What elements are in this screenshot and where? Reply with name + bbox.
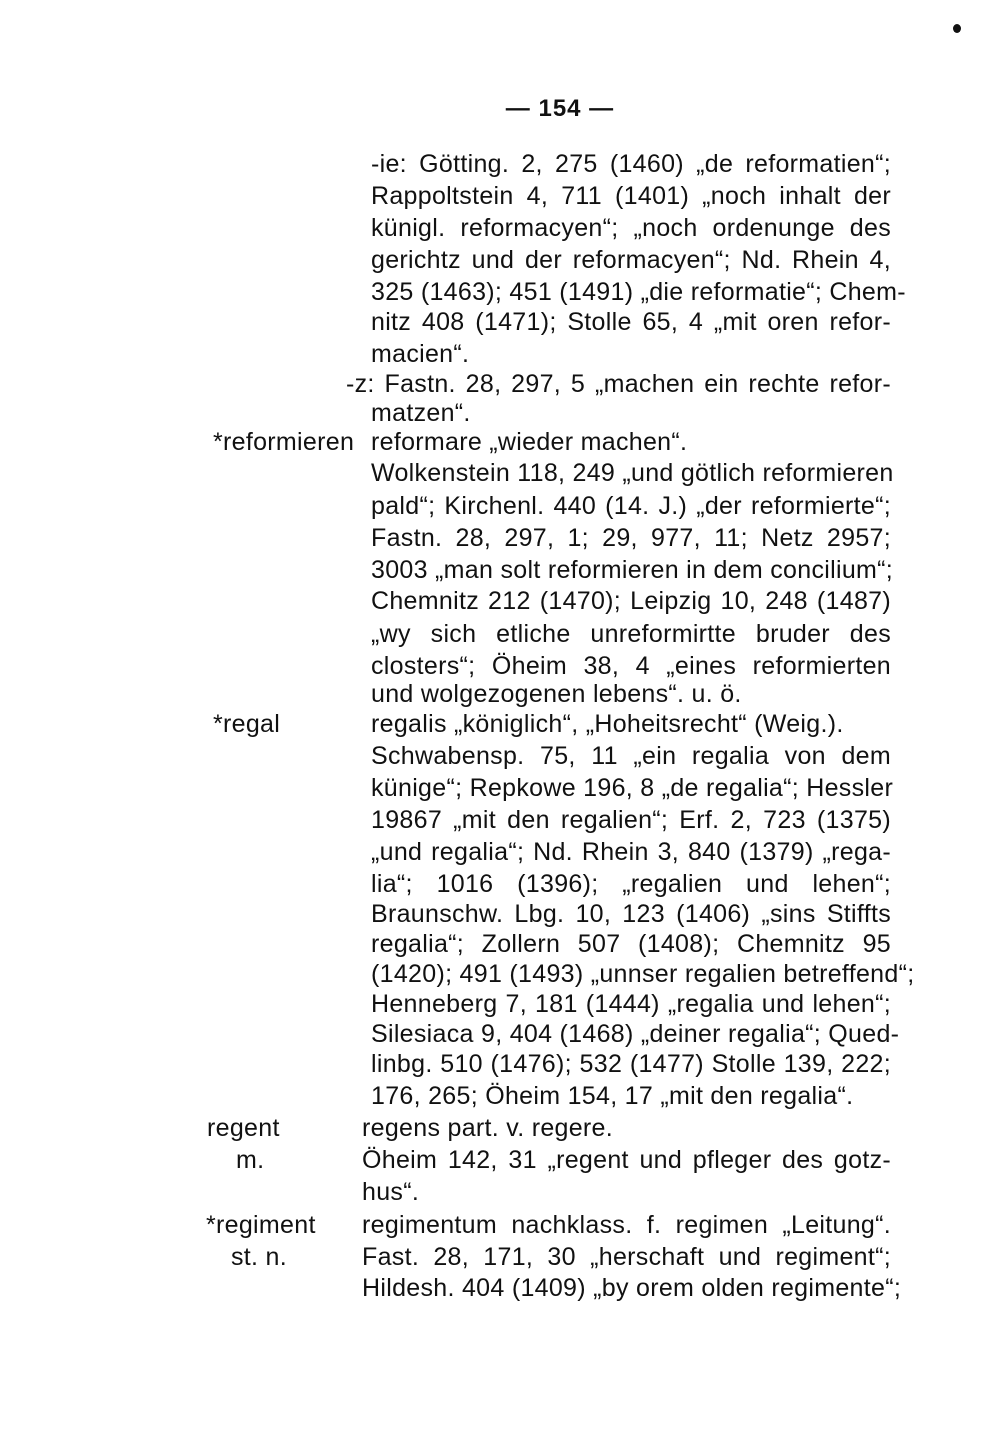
entry-line: Rappoltstein 4, 711 (1401) „noch inhalt der: [371, 182, 891, 210]
lemma-regiment: *regiment: [206, 1211, 316, 1239]
entry-line: linbg. 510 (1476); 532 (1477) Stolle 139, 222;: [371, 1050, 891, 1078]
entry-line: lia“; 1016 (1396); „regalien und lehen“;: [371, 870, 891, 898]
entry-line: Hildesh. 404 (1409) „by orem olden regimente“;: [362, 1274, 902, 1302]
entry-line: Öheim 142, 31 „regent und pfleger des gotz-: [362, 1146, 891, 1174]
entry-line: künigl. reformacyen“; „noch ordenunge des: [371, 214, 891, 242]
lemma-regal: *regal: [213, 710, 281, 738]
entry-line: Braunschw. Lbg. 10, 123 (1406) „sins Stiffts: [371, 900, 891, 928]
entry-line: regalis „königlich“, „Hoheitsrecht“ (Weig.).: [371, 710, 844, 738]
entry-line: Henneberg 7, 181 (1444) „regalia und lehen“;: [371, 990, 891, 1018]
page-number: — 154 —: [505, 95, 615, 122]
lemma-regiment-gender: st. n.: [231, 1243, 287, 1271]
entry-line: und wolgezogenen lebens“. u. ö.: [371, 680, 742, 708]
entry-line: Silesiaca 9, 404 (1468) „deiner regalia“; Qued-: [371, 1020, 900, 1048]
entry-line: Chemnitz 212 (1470); Leipzig 10, 248 (1487): [371, 587, 891, 615]
lemma-reformieren: *reformieren: [213, 428, 355, 456]
entry-line: pald“; Kirchenl. 440 (14. J.) „der reformierte“;: [371, 492, 891, 520]
entry-line: -ie: Götting. 2, 275 (1460) „de reformatien“;: [371, 150, 891, 178]
entry-line: 176, 265; Öheim 154, 17 „mit den regalia“.: [371, 1082, 854, 1110]
entry-line: Schwabensp. 75, 11 „ein regalia von dem: [371, 742, 891, 770]
entry-line: gerichtz und der reformacyen“; Nd. Rhein 4,: [371, 246, 891, 274]
entry-line: 3003 „man solt reformieren in dem concilium“;: [371, 556, 894, 584]
entry-line: (1420); 491 (1493) „unnser regalien betreffend“;: [371, 960, 915, 988]
entry-line: -z: Fastn. 28, 297, 5 „machen ein rechte refor-: [346, 370, 891, 398]
entry-line: Fast. 28, 171, 30 „herschaft und regiment“;: [362, 1243, 891, 1271]
entry-line: regalia“; Zollern 507 (1408); Chemnitz 95: [371, 930, 891, 958]
entry-line: regens part. v. regere.: [362, 1114, 614, 1142]
lemma-regent-gender: m.: [236, 1146, 265, 1174]
entry-line: macien“.: [371, 340, 470, 368]
entry-line: closters“; Öheim 38, 4 „eines reformierten: [371, 652, 891, 680]
entry-line: 19867 „mit den regalien“; Erf. 2, 723 (1375): [371, 806, 891, 834]
printed-speck: [953, 24, 961, 33]
entry-line: künige“; Repkowe 196, 8 „de regalia“; Hessler: [371, 774, 894, 802]
entry-line: 325 (1463); 451 (1491) „die reformatie“; Chem-: [371, 278, 906, 306]
entry-line: „und regalia“; Nd. Rhein 3, 840 (1379) „rega-: [371, 838, 891, 866]
lemma-regent: regent: [207, 1114, 280, 1142]
entry-line: matzen“.: [371, 399, 471, 427]
entry-line: hus“.: [362, 1178, 420, 1206]
entry-line: reformare „wieder machen“.: [371, 428, 688, 456]
entry-line: Wolkenstein 118, 249 „und götlich reformieren: [371, 459, 894, 487]
entry-line: „wy sich etliche unreformirtte bruder des: [371, 620, 891, 648]
entry-line: nitz 408 (1471); Stolle 65, 4 „mit oren refor-: [371, 308, 891, 336]
entry-line: Fastn. 28, 297, 1; 29, 977, 11; Netz 2957;: [371, 524, 891, 552]
entry-line: regimentum nachklass. f. regimen „Leitung“.: [362, 1211, 891, 1239]
